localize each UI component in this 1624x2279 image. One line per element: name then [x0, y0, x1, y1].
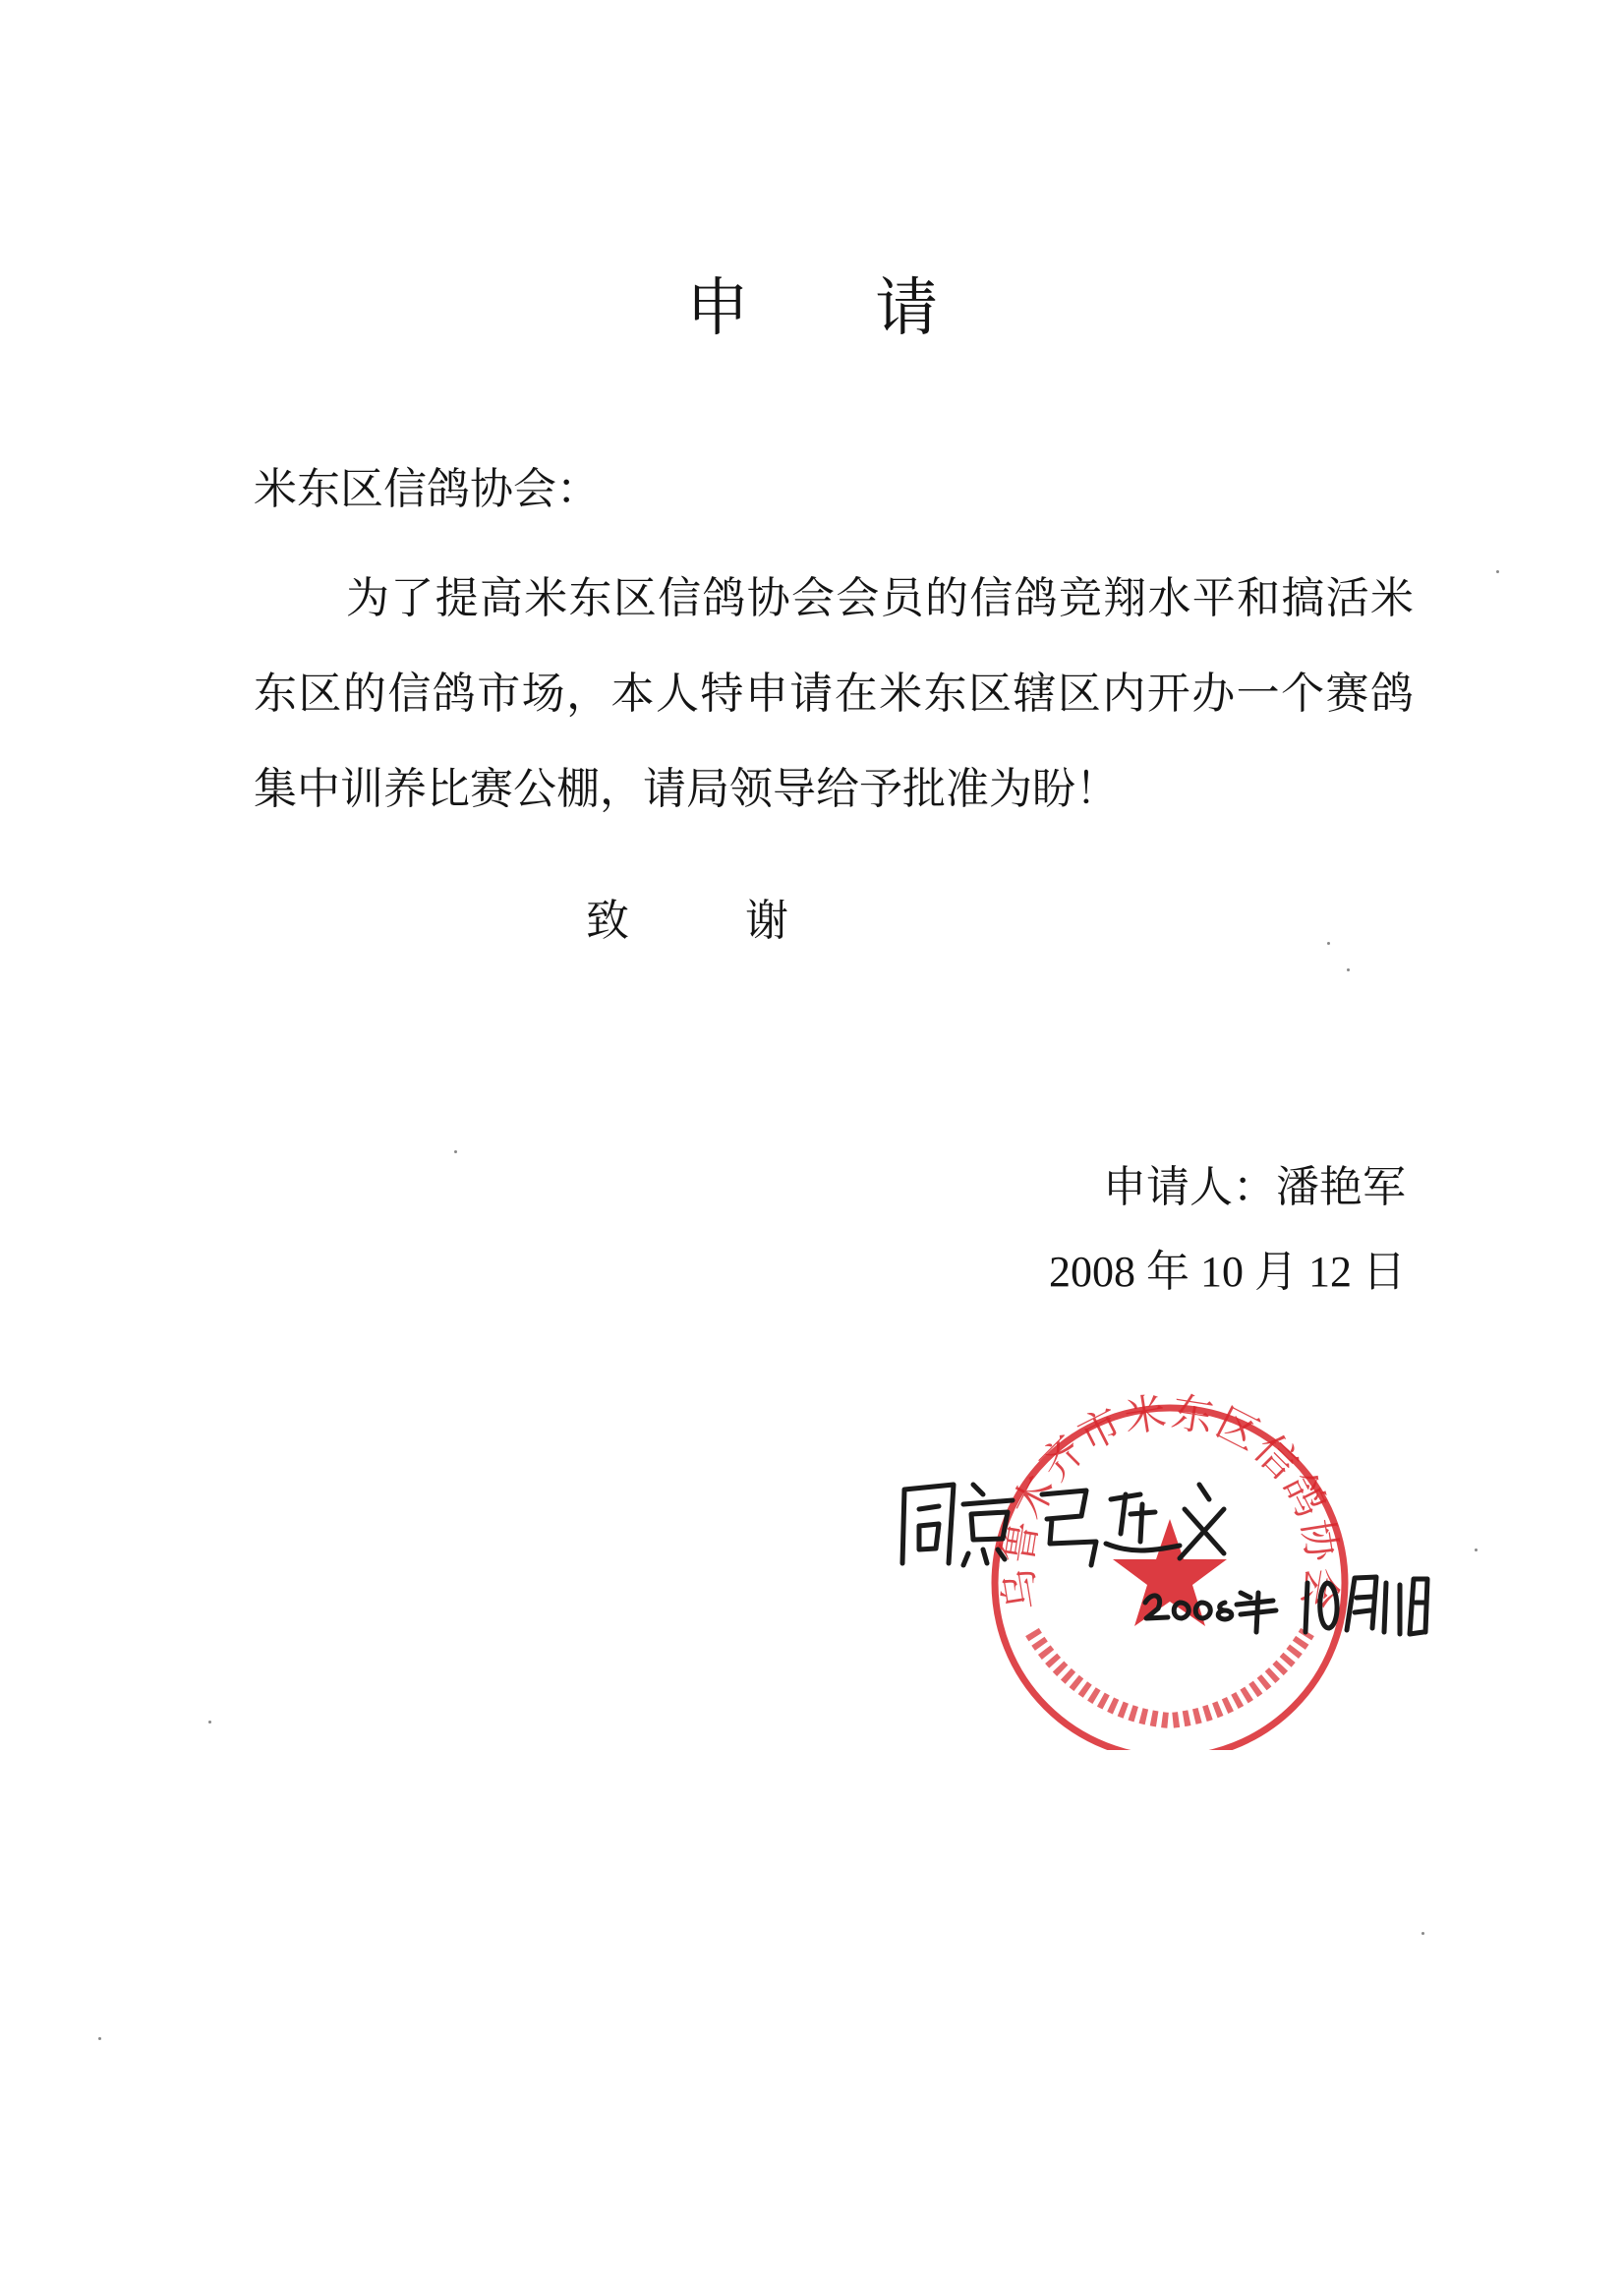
seal-text: 乌鲁木齐市米东区信鸽协会 [992, 1387, 1348, 1614]
document-title: 申 请 [685, 272, 992, 345]
scan-speck [1327, 942, 1330, 945]
salutation: 米东区信鸽协会： [254, 464, 600, 514]
handwritten-signature [885, 1455, 1435, 1652]
date-line: 2008 年 10 月 12 日 [1049, 1248, 1406, 1296]
scan-speck [1496, 570, 1499, 573]
closing: 致 谢 [586, 896, 840, 946]
scan-speck [1347, 968, 1350, 971]
applicant-line: 申请人：潘艳军 [1103, 1162, 1406, 1212]
body-paragraph: 为了提高米东区信鸽协会会员的信鸽竞翔水平和搞活米东区的信鸽市场，本人特申请在米东区辖区内开办一个赛鸽集中训养比赛公棚，请局领导给予批准为盼！ [254, 573, 1414, 814]
scan-speck [208, 1721, 211, 1724]
scan-speck [1475, 1549, 1478, 1551]
scan-speck [1421, 1932, 1424, 1935]
scan-speck [454, 1150, 457, 1153]
scan-speck [98, 2037, 101, 2040]
